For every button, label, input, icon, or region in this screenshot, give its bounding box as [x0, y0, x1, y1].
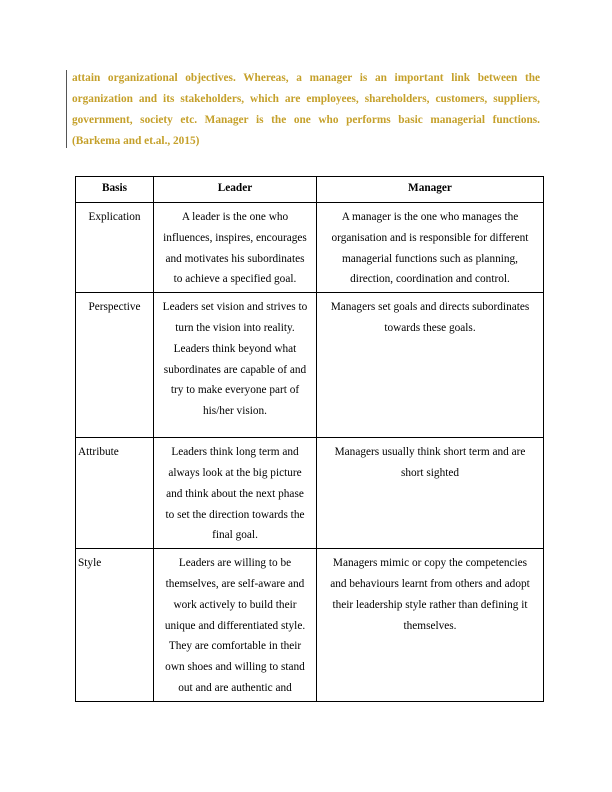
manager-cell — [317, 293, 544, 438]
cell-line: direction, coordination and control. — [350, 273, 510, 286]
manager-cell — [317, 549, 544, 702]
cell-line: and behaviours learnt from others and adopt — [330, 577, 530, 590]
paragraph-line: government, society etc. Manager is the one who performs basic managerial functions. — [72, 114, 540, 126]
cell-line: unique and differentiated style. — [164, 619, 306, 632]
basis-cell: Attribute — [76, 438, 154, 549]
table-header-row — [76, 177, 544, 203]
cell-line: organisation and is responsible for different — [331, 231, 529, 244]
basis-cell: Perspective — [76, 293, 154, 438]
cell-line: work actively to build their — [173, 598, 297, 611]
basis-cell: Style — [76, 549, 154, 702]
cell-line: Leaders think beyond what — [173, 342, 297, 355]
header-manager: Manager — [317, 177, 544, 203]
cell-line: Leaders set vision and strives to — [162, 301, 308, 314]
cell-line: towards these goals. — [384, 321, 476, 334]
paragraph-line: organization and its stakeholders, which are employees, shareholders, customers, suppliers, — [72, 93, 540, 105]
cell-line: always look at the big picture — [168, 466, 302, 479]
basis-cell: Explication — [76, 203, 154, 293]
leader-cell — [154, 438, 317, 549]
cell-line: A leader is the one who — [181, 211, 289, 223]
intro-paragraph — [72, 68, 540, 152]
leader-cell — [154, 549, 317, 702]
table-row — [76, 549, 544, 702]
cell-line: out and are authentic and — [178, 681, 292, 694]
revision-bar — [66, 70, 67, 148]
cell-line: turn the vision into reality. — [175, 321, 295, 334]
cell-line: and think about the next phase — [166, 487, 304, 500]
cell-line: managerial functions such as planning, — [342, 252, 518, 265]
cell-line: try to make everyone part of — [170, 384, 300, 397]
cell-line: Managers set goals and directs subordinates — [330, 301, 530, 314]
cell-line: short sighted — [400, 466, 460, 479]
cell-line: Leaders are willing to be — [178, 557, 292, 570]
leader-manager-comparison-table — [75, 176, 544, 702]
paragraph-line: attain organizational objectives. Whereas, a manager is an important link between the — [72, 72, 540, 84]
table-row — [76, 438, 544, 549]
cell-line: Managers mimic or copy the competencies — [332, 557, 528, 570]
cell-line: They are comfortable in their — [168, 640, 302, 653]
cell-line: their leadership style rather than defining it — [332, 598, 528, 611]
cell-line: to set the direction towards the — [165, 508, 305, 521]
cell-line: his/her vision. — [202, 405, 267, 418]
leader-cell — [154, 293, 317, 438]
table-row — [76, 293, 544, 438]
cell-line: influences, inspires, encourages — [163, 231, 307, 244]
header-leader: Leader — [154, 177, 317, 203]
leader-cell — [154, 203, 317, 293]
cell-line: to achieve a specified goal. — [173, 273, 297, 286]
cell-line: subordinates are capable of and — [163, 363, 307, 376]
manager-cell — [317, 438, 544, 549]
manager-cell — [317, 203, 544, 293]
cell-line: A manager is the one who manages the — [341, 211, 519, 223]
cell-line: themselves. — [403, 619, 457, 632]
table-row — [76, 203, 544, 293]
paragraph-citation: (Barkema and et.al., 2015) — [72, 135, 200, 147]
cell-line: themselves, are self-aware and — [165, 577, 305, 590]
cell-line: Leaders think long term and — [171, 446, 299, 459]
header-basis: Basis — [76, 177, 154, 203]
cell-line: Managers usually think short term and are — [334, 446, 526, 459]
cell-line: final goal. — [212, 529, 258, 542]
cell-line: own shoes and willing to stand — [165, 661, 305, 674]
cell-line: and motivates his subordinates — [165, 252, 305, 265]
